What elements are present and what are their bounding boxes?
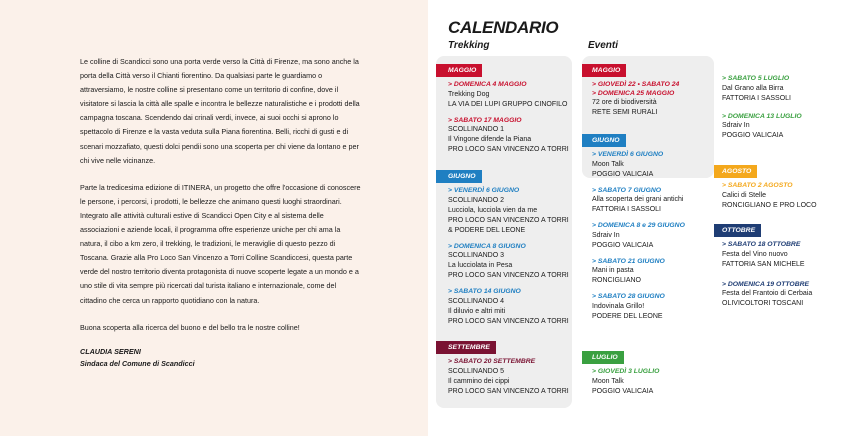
event-organizer: PRO LOCO SAN VINCENZO A TORRI <box>448 146 569 153</box>
event-item[interactable] <box>592 150 714 180</box>
event-title: Moon Talk <box>592 160 624 168</box>
event-organizer: PRO LOCO SAN VINCENZO A TORRI <box>448 216 569 224</box>
event-organizer: POGGIO VALICAIA <box>592 241 654 249</box>
event-title: Festa del Frantoio di Cerbaia <box>722 290 813 297</box>
event-title: Festa del Vino nuovo <box>722 250 788 258</box>
event-organizer: RONCIGLIANO E PRO LOCO <box>722 201 817 209</box>
event-title: 72 ore di biodiversità <box>592 99 657 106</box>
event-title: Alla scoperta dei grani antichi <box>592 196 684 203</box>
event-organizer: FATTORIA SAN MICHELE <box>722 260 805 268</box>
intro-paragraph-2: Parte la tredicesima edizione di ITINERA, un progetto che offre l'occasione di conoscere le persone, i percorsi, i prodotti, le bellezze che animano questi luoghi straordinari. Integrato alle attività culturali estive di Scandicci Open City e al sistema delle associazioni e aziende locali, il programma offre esperienze uniche per chi ama la natura, il cibo a km zero, il trekking, le tradizioni, le meraviglie di questo pezzo di Toscana. Grazie alla Pro Loco San Vincenzo a Torri Colline Scandiccesi, questa parte verde del nostro territorio diventa protagonista di nuove scoperte legate a un mondo e a uno stile di vita sempre più ricercati dal turista italiano e internazionale, come del cittadino che cerca un rapporto quotidiano con la natura. <box>80 182 361 305</box>
event-date: > DOMENICA 19 OTTOBRE <box>722 280 852 290</box>
trekking-maggio <box>436 59 572 161</box>
event-title: SCOLLINANDO 2 <box>448 196 505 204</box>
event-subtitle: Il cammino dei cippi <box>448 377 510 385</box>
event-item[interactable] <box>448 357 572 397</box>
trekking-settembre <box>436 336 572 403</box>
event-date: > SABATO 14 GIUGNO <box>448 287 572 297</box>
month-badge-maggio: MAGGIO <box>436 64 482 77</box>
event-date: > DOMENICA 4 MAGGIO <box>448 80 572 90</box>
event-organizer: RETE SEMI RURALI <box>592 109 658 116</box>
signature-name: CLAUDIA SERENI <box>80 347 141 356</box>
event-item[interactable] <box>448 242 572 282</box>
event-item[interactable] <box>722 74 852 104</box>
month-badge-maggio: MAGGIO <box>582 64 626 77</box>
eventi-luglio <box>582 346 714 403</box>
event-date: > SABATO 20 SETTEMBRE <box>448 357 572 367</box>
event-date: > DOMENICA 8 GIUGNO <box>448 242 572 252</box>
trekking-heading: Trekking <box>448 40 490 51</box>
event-title: Sdraiv In <box>722 122 750 129</box>
event-date: > DOMENICA 8 e 29 GIUGNO <box>592 221 714 231</box>
event-date: > SABATO 17 MAGGIO <box>448 116 572 126</box>
event-item[interactable] <box>592 80 714 118</box>
intro-text <box>80 55 362 348</box>
event-organizer: PRO LOCO SAN VINCENZO A TORRI <box>448 387 569 395</box>
event-title: Moon Talk <box>592 377 624 385</box>
calendar-title: CALENDARIO <box>448 18 559 37</box>
event-organizer: POGGIO VALICAIA <box>592 170 654 178</box>
event-item[interactable] <box>592 186 714 216</box>
event-date: > GIOVEDÌ 3 LUGLIO <box>592 367 714 377</box>
event-subtitle: Il Vingone difende la Piana <box>448 136 532 143</box>
event-organizer: OLIVICOLTORI TOSCANI <box>722 300 804 307</box>
event-item[interactable] <box>592 221 714 251</box>
eventi-giugno <box>582 129 714 328</box>
eventi-maggio <box>582 59 714 124</box>
event-subtitle: Il diluvio e altri miti <box>448 307 506 315</box>
event-item[interactable] <box>722 112 852 142</box>
event-title: SCOLLINANDO 4 <box>448 297 505 305</box>
event-item[interactable] <box>448 80 572 110</box>
signature <box>80 346 195 370</box>
event-date: > VENERDÌ 6 GIUGNO <box>592 150 714 160</box>
event-title: Mani in pasta <box>592 267 634 274</box>
event-date-2 <box>592 89 714 99</box>
event-organizer: POGGIO VALICAIA <box>722 132 784 139</box>
event-item[interactable] <box>448 186 572 236</box>
month-badge-giugno: GIUGNO <box>582 134 626 147</box>
event-title: Indovinala Grillo! <box>592 302 645 310</box>
eventi-ottobre <box>714 219 852 315</box>
event-title: Trekking Dog <box>448 90 490 98</box>
event-organizer: POGGIO VALICAIA <box>592 387 654 395</box>
trekking-giugno <box>436 165 572 333</box>
event-date: > GIOVEDÌ 22 • SABATO 24 <box>592 80 714 90</box>
event-date: > SABATO 5 LUGLIO <box>722 74 852 84</box>
eventi-agosto <box>714 160 852 217</box>
event-date: > SABATO 2 AGOSTO <box>722 181 852 191</box>
event-title: Dal Grano alla Birra <box>722 84 784 92</box>
event-title: Sdraiv In <box>592 231 620 239</box>
event-subtitle: Lucciola, lucciola vien da me <box>448 206 538 214</box>
month-badge-settembre: SETTEMBRE <box>436 341 496 354</box>
event-title: SCOLLINANDO 1 <box>448 126 505 133</box>
event-date: > DOMENICA 13 LUGLIO <box>722 112 852 122</box>
event-title: Calici di Stelle <box>722 191 766 199</box>
event-subtitle: La lucciolata in Pesa <box>448 262 513 269</box>
event-item[interactable] <box>592 257 714 287</box>
event-date: > VENERDÌ 6 GIUGNO <box>448 186 572 196</box>
event-item[interactable] <box>722 181 852 211</box>
month-badge-ottobre: OTTOBRE <box>714 224 761 237</box>
month-badge-luglio: LUGLIO <box>582 351 624 364</box>
event-item[interactable] <box>448 116 572 156</box>
event-date: > SABATO 18 OTTOBRE <box>722 240 852 250</box>
eventi-heading: Eventi <box>588 40 619 51</box>
event-item[interactable] <box>722 240 852 270</box>
signature-role: Sindaca del Comune di Scandicci <box>80 359 195 368</box>
event-item[interactable] <box>722 280 852 310</box>
intro-paragraph-1: Le colline di Scandicci sono una porta verde verso la Città di Firenze, ma sono anche la porta della Città verso il Chianti fiorentino. Da qualsiasi parte le guardiamo o attraversiamo, le nostre colline si presentano come un territorio di confine, dove il visitatore si lascia la città alle spalle e incontra le bellezze naturalistiche e i prodotti della campagna toscana. Scendendo dai crinali verdi, invece, ai suoi occhi si aprono lo spettacolo di Firenze e la vasta veduta sulla Piana fiorentina. Belli, ricchi di gusti e di scenari mozzafiato, questi dolci pendii sono una scoperta per chi viene da lontano e per chi vive nelle vicinanze. <box>80 57 360 165</box>
event-date: > SABATO 21 GIUGNO <box>592 257 714 267</box>
event-date: > SABATO 28 GIUGNO <box>592 292 714 302</box>
event-organizer: FATTORIA I SASSOLI <box>592 206 661 213</box>
event-organizer: FATTORIA I SASSOLI <box>722 94 791 102</box>
event-title: SCOLLINANDO 3 <box>448 252 505 259</box>
event-organizer: RONCIGLIANO <box>592 277 642 284</box>
event-organizer: PRO LOCO SAN VINCENZO A TORRI <box>448 272 569 279</box>
event-item[interactable] <box>592 367 714 397</box>
event-item[interactable] <box>592 292 714 322</box>
event-organizer: PRO LOCO SAN VINCENZO A TORRI <box>448 317 569 325</box>
event-organizer-2: & PODERE DEL LEONE <box>448 226 526 234</box>
month-badge-giugno: GIUGNO <box>436 170 482 183</box>
event-title: SCOLLINANDO 5 <box>448 367 505 375</box>
eventi-luglio-cont <box>714 74 852 147</box>
event-date: > SABATO 7 GIUGNO <box>592 186 714 196</box>
event-organizer: PODERE DEL LEONE <box>592 312 663 320</box>
event-date-2-text: DOMENICA 25 MAGGIO <box>597 89 675 97</box>
event-organizer: LA VIA DEI LUPI GRUPPO CINOFILO <box>448 100 568 108</box>
month-badge-agosto: AGOSTO <box>714 165 757 178</box>
intro-paragraph-3: Buona scoperta alla ricerca del buono e del bello tra le nostre colline! <box>80 322 300 332</box>
event-item[interactable] <box>448 287 572 327</box>
